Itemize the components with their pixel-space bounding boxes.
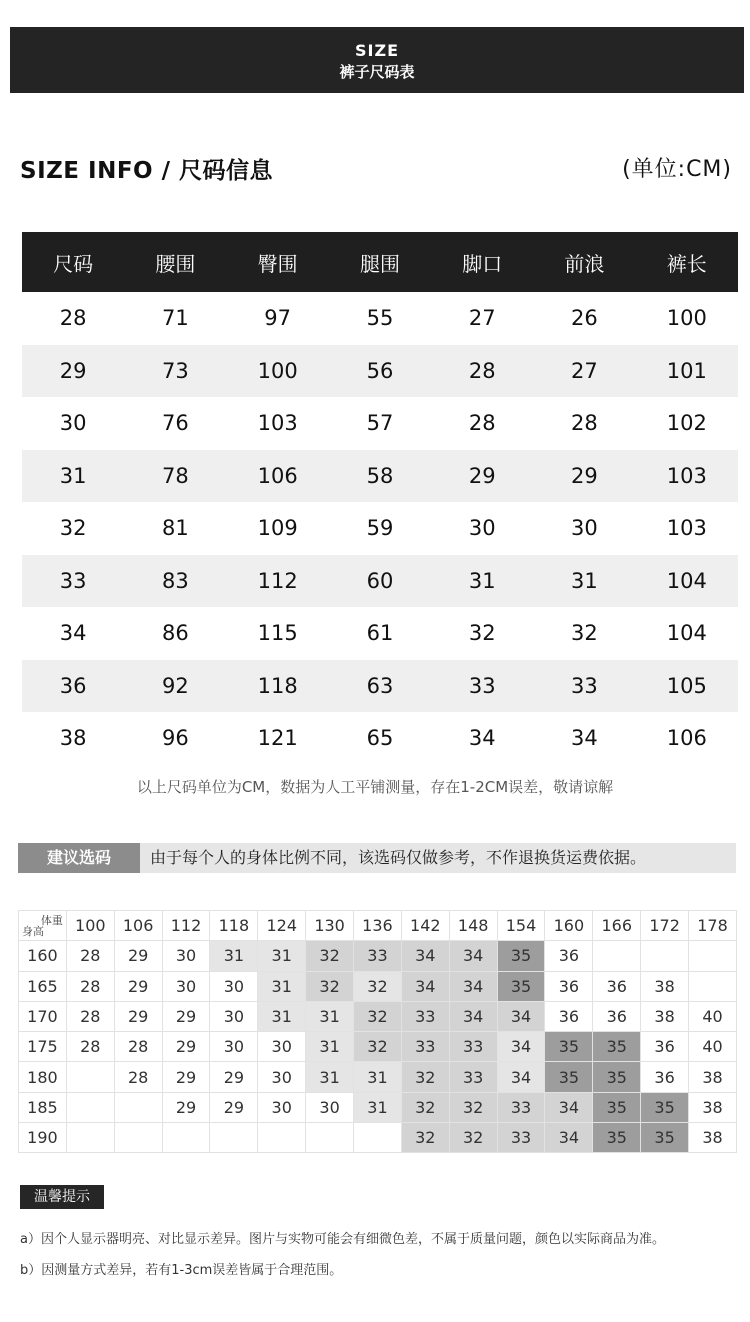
grid-size-cell: 30 <box>258 1032 306 1062</box>
grid-height-cell: 160 <box>19 941 67 971</box>
grid-size-cell: 31 <box>306 1032 354 1062</box>
grid-size-cell: 30 <box>210 1001 258 1031</box>
grid-weight-cell: 160 <box>545 911 593 941</box>
table-cell: 103 <box>257 411 298 436</box>
tips-tag: 温馨提示 <box>20 1185 104 1209</box>
grid-size-cell: 28 <box>66 971 114 1001</box>
grid-size-cell: 32 <box>306 941 354 971</box>
grid-size-cell: 35 <box>545 1062 593 1092</box>
table-cell: 101 <box>636 345 738 398</box>
grid-size-cell: 29 <box>162 1001 210 1031</box>
table-row <box>22 397 738 450</box>
table-cell: 92 <box>124 660 226 713</box>
table-cell: 33 <box>431 660 533 713</box>
grid-size-cell: 33 <box>449 1032 497 1062</box>
grid-size-cell: 29 <box>210 1092 258 1122</box>
grid-row <box>19 971 737 1001</box>
table-cell: 27 <box>468 306 496 331</box>
grid-size-cell: 29 <box>114 1001 162 1031</box>
table-cell: 30 <box>59 411 87 436</box>
table-cell: 115 <box>257 621 298 646</box>
grid-size-cell: 32 <box>401 1062 449 1092</box>
weight-axis-label: 体重 <box>40 914 63 927</box>
grid-size-cell: 38 <box>689 1092 737 1122</box>
grid-size-cell: 28 <box>114 1062 162 1092</box>
grid-weight-cell: 142 <box>401 911 449 941</box>
grid-weight-cell: 106 <box>114 911 162 941</box>
grid-height-cell: 165 <box>19 971 67 1001</box>
size-table-header-cell: 脚口 <box>431 232 533 292</box>
table-cell: 104 <box>636 555 738 608</box>
grid-size-cell: 36 <box>593 971 641 1001</box>
grid-size-cell: 33 <box>497 1123 545 1153</box>
table-cell: 31 <box>22 450 124 503</box>
grid-weight-cell: 172 <box>641 911 689 941</box>
suggest-text: 由于每个人的身体比例不同，该选码仅做参考，不作退换货运费依据。 <box>150 848 647 867</box>
size-table-header-cell: 尺码 <box>22 232 124 292</box>
grid-size-cell: 35 <box>593 1123 641 1153</box>
grid-size-cell: 36 <box>641 1032 689 1062</box>
grid-height-cell: 190 <box>19 1123 67 1153</box>
table-cell: 105 <box>636 660 738 713</box>
table-cell: 31 <box>431 555 533 608</box>
table-cell: 71 <box>161 306 189 331</box>
grid-row <box>19 1032 737 1062</box>
grid-size-cell: 29 <box>210 1062 258 1092</box>
grid-size-cell: 33 <box>449 1062 497 1092</box>
table-cell: 63 <box>329 660 431 713</box>
table-cell: 65 <box>366 726 394 751</box>
grid-size-cell: 31 <box>354 1092 402 1122</box>
grid-size-cell: 31 <box>306 1001 354 1031</box>
grid-size-cell <box>258 1123 306 1153</box>
grid-size-cell: 32 <box>354 1032 402 1062</box>
table-cell: 29 <box>533 450 635 503</box>
table-cell: 100 <box>666 306 707 331</box>
table-row <box>22 555 738 608</box>
table-cell: 28 <box>59 306 87 331</box>
table-cell: 118 <box>226 660 328 713</box>
grid-size-cell: 29 <box>114 941 162 971</box>
grid-weight-cell: 178 <box>689 911 737 941</box>
grid-weight-cell: 112 <box>162 911 210 941</box>
table-cell: 102 <box>666 411 707 436</box>
table-cell: 30 <box>468 516 496 541</box>
tip-b: b）因测量方式差异，若有1-3cm误差皆属于合理范围。 <box>20 1263 343 1278</box>
grid-size-cell: 36 <box>545 971 593 1001</box>
grid-size-cell: 35 <box>593 1032 641 1062</box>
table-cell: 76 <box>161 411 189 436</box>
grid-size-cell: 36 <box>593 1001 641 1031</box>
grid-size-cell: 36 <box>545 941 593 971</box>
grid-size-cell: 33 <box>497 1092 545 1122</box>
header-banner <box>10 27 744 93</box>
grid-size-cell: 35 <box>497 971 545 1001</box>
table-cell: 59 <box>366 516 394 541</box>
unit-label: (单位:CM) <box>622 157 732 182</box>
size-table <box>22 232 738 765</box>
table-cell: 36 <box>22 660 124 713</box>
size-recommendation-grid <box>18 910 737 1153</box>
size-table-header-cell: 腰围 <box>124 232 226 292</box>
grid-size-cell <box>114 1092 162 1122</box>
table-cell: 29 <box>22 345 124 398</box>
table-row <box>22 502 738 555</box>
grid-size-cell: 34 <box>449 941 497 971</box>
grid-size-cell: 35 <box>545 1032 593 1062</box>
grid-size-cell: 32 <box>354 1001 402 1031</box>
grid-size-cell: 29 <box>162 1032 210 1062</box>
grid-row <box>19 1001 737 1031</box>
size-table-header-cell: 腿围 <box>329 232 431 292</box>
grid-size-cell <box>641 941 689 971</box>
table-cell: 121 <box>257 726 298 751</box>
grid-size-cell <box>66 1062 114 1092</box>
grid-size-cell: 35 <box>497 941 545 971</box>
table-cell: 58 <box>329 450 431 503</box>
grid-weight-cell: 154 <box>497 911 545 941</box>
table-cell: 32 <box>571 621 598 646</box>
grid-size-cell: 35 <box>593 1092 641 1122</box>
grid-height-cell: 185 <box>19 1092 67 1122</box>
grid-size-cell <box>66 1123 114 1153</box>
suggest-tag: 建议选码 <box>18 843 140 873</box>
grid-row <box>19 1123 737 1153</box>
grid-size-cell: 31 <box>258 941 306 971</box>
table-row <box>22 292 738 345</box>
table-cell: 55 <box>366 306 394 331</box>
table-cell: 33 <box>22 555 124 608</box>
table-cell: 38 <box>59 726 87 751</box>
grid-size-cell: 34 <box>497 1001 545 1031</box>
height-axis-label: 身高 <box>22 925 44 939</box>
size-info-title: SIZE INFO / 尺码信息 <box>20 158 274 184</box>
grid-row <box>19 1062 737 1092</box>
grid-row <box>19 1092 737 1122</box>
table-cell: 61 <box>366 621 394 646</box>
grid-size-cell: 31 <box>354 1062 402 1092</box>
grid-size-cell <box>354 1123 402 1153</box>
grid-size-cell: 38 <box>641 1001 689 1031</box>
grid-size-cell: 35 <box>641 1092 689 1122</box>
grid-height-cell: 175 <box>19 1032 67 1062</box>
grid-size-cell: 30 <box>306 1092 354 1122</box>
grid-size-cell: 28 <box>66 941 114 971</box>
table-cell: 34 <box>571 726 598 751</box>
grid-row <box>19 941 737 971</box>
size-table-header <box>22 232 738 292</box>
table-cell: 26 <box>571 306 598 331</box>
grid-weight-cell: 100 <box>66 911 114 941</box>
table-row <box>22 660 738 713</box>
grid-size-cell: 29 <box>162 1092 210 1122</box>
grid-size-cell: 28 <box>66 1032 114 1062</box>
grid-size-cell: 32 <box>306 971 354 1001</box>
grid-size-cell <box>66 1092 114 1122</box>
table-cell: 32 <box>59 516 87 541</box>
grid-size-cell: 30 <box>258 1092 306 1122</box>
grid-weight-cell: 136 <box>354 911 402 941</box>
grid-size-cell: 34 <box>449 1001 497 1031</box>
grid-size-cell <box>593 941 641 971</box>
grid-weight-cell: 124 <box>258 911 306 941</box>
table-cell: 83 <box>124 555 226 608</box>
table-cell: 34 <box>468 726 496 751</box>
table-cell: 106 <box>666 726 707 751</box>
grid-corner <box>19 911 67 941</box>
grid-height-cell: 180 <box>19 1062 67 1092</box>
grid-size-cell: 33 <box>354 941 402 971</box>
grid-size-cell: 34 <box>497 1062 545 1092</box>
grid-size-cell: 32 <box>449 1123 497 1153</box>
table-cell: 34 <box>59 621 87 646</box>
table-cell: 32 <box>468 621 496 646</box>
table-cell: 97 <box>264 306 292 331</box>
grid-size-cell <box>306 1123 354 1153</box>
table-cell: 109 <box>257 516 298 541</box>
table-cell: 73 <box>124 345 226 398</box>
grid-size-cell: 29 <box>162 1062 210 1092</box>
table-cell: 104 <box>666 621 707 646</box>
grid-size-cell: 36 <box>641 1062 689 1092</box>
suggest-bar <box>18 843 736 873</box>
grid-size-cell: 32 <box>449 1092 497 1122</box>
grid-height-cell: 170 <box>19 1001 67 1031</box>
table-cell: 30 <box>571 516 598 541</box>
table-cell: 103 <box>636 450 738 503</box>
grid-size-cell: 30 <box>162 941 210 971</box>
table-cell: 27 <box>533 345 635 398</box>
table-row <box>22 345 738 398</box>
grid-size-cell: 31 <box>210 941 258 971</box>
grid-size-cell: 34 <box>497 1032 545 1062</box>
table-row <box>22 607 738 660</box>
banner-title: SIZE <box>354 41 399 60</box>
table-cell: 31 <box>533 555 635 608</box>
grid-size-cell: 34 <box>449 971 497 1001</box>
grid-size-cell: 34 <box>545 1092 593 1122</box>
grid-size-cell: 34 <box>401 971 449 1001</box>
table-cell: 28 <box>431 345 533 398</box>
size-table-header-cell: 臀围 <box>226 232 328 292</box>
grid-size-cell: 30 <box>210 1032 258 1062</box>
measure-note: 以上尺码单位为CM，数据为人工平铺测量，存在1-2CM误差，敬请谅解 <box>136 778 614 796</box>
grid-size-cell: 31 <box>306 1062 354 1092</box>
grid-size-cell: 30 <box>210 971 258 1001</box>
grid-weight-cell: 130 <box>306 911 354 941</box>
table-cell: 81 <box>161 516 189 541</box>
grid-size-cell: 35 <box>593 1062 641 1092</box>
grid-size-cell: 34 <box>401 941 449 971</box>
size-table-header-cell: 裤长 <box>636 232 738 292</box>
grid-size-cell <box>162 1123 210 1153</box>
size-table-header-cell: 前浪 <box>533 232 635 292</box>
table-row <box>22 450 738 503</box>
grid-size-cell: 32 <box>401 1123 449 1153</box>
grid-size-cell: 32 <box>354 971 402 1001</box>
grid-size-cell <box>689 971 737 1001</box>
table-cell: 96 <box>161 726 189 751</box>
banner-subtitle: 裤子尺码表 <box>339 63 415 81</box>
grid-size-cell: 36 <box>545 1001 593 1031</box>
grid-size-cell: 38 <box>641 971 689 1001</box>
table-cell: 28 <box>468 411 496 436</box>
grid-size-cell: 40 <box>689 1032 737 1062</box>
grid-size-cell: 35 <box>641 1123 689 1153</box>
grid-size-cell: 28 <box>114 1032 162 1062</box>
table-cell: 29 <box>431 450 533 503</box>
table-cell: 60 <box>329 555 431 608</box>
table-cell: 28 <box>571 411 598 436</box>
table-cell: 33 <box>533 660 635 713</box>
grid-size-cell: 33 <box>401 1032 449 1062</box>
table-cell: 106 <box>226 450 328 503</box>
grid-size-cell: 33 <box>401 1001 449 1031</box>
grid-weight-row <box>19 911 737 941</box>
table-cell: 57 <box>366 411 394 436</box>
grid-size-cell: 38 <box>689 1123 737 1153</box>
grid-size-cell: 31 <box>258 1001 306 1031</box>
grid-size-cell: 40 <box>689 1001 737 1031</box>
grid-weight-cell: 166 <box>593 911 641 941</box>
grid-size-cell: 34 <box>545 1123 593 1153</box>
grid-weight-cell: 148 <box>449 911 497 941</box>
grid-size-cell: 32 <box>401 1092 449 1122</box>
grid-size-cell <box>114 1123 162 1153</box>
table-cell: 112 <box>226 555 328 608</box>
grid-size-cell <box>689 941 737 971</box>
table-cell: 86 <box>161 621 189 646</box>
grid-size-cell: 31 <box>258 971 306 1001</box>
table-cell: 78 <box>124 450 226 503</box>
table-cell: 100 <box>226 345 328 398</box>
tip-a: a）因个人显示器明亮、对比显示差异。图片与实物可能会有细微色差，不属于质量问题，颜色以实际商品为准。 <box>20 1232 665 1247</box>
grid-size-cell <box>210 1123 258 1153</box>
table-cell: 56 <box>329 345 431 398</box>
table-cell: 103 <box>666 516 707 541</box>
grid-size-cell: 38 <box>689 1062 737 1092</box>
grid-weight-cell: 118 <box>210 911 258 941</box>
grid-size-cell: 30 <box>258 1062 306 1092</box>
grid-size-cell: 29 <box>114 971 162 1001</box>
grid-size-cell: 30 <box>162 971 210 1001</box>
grid-size-cell: 28 <box>66 1001 114 1031</box>
table-row <box>22 712 738 765</box>
